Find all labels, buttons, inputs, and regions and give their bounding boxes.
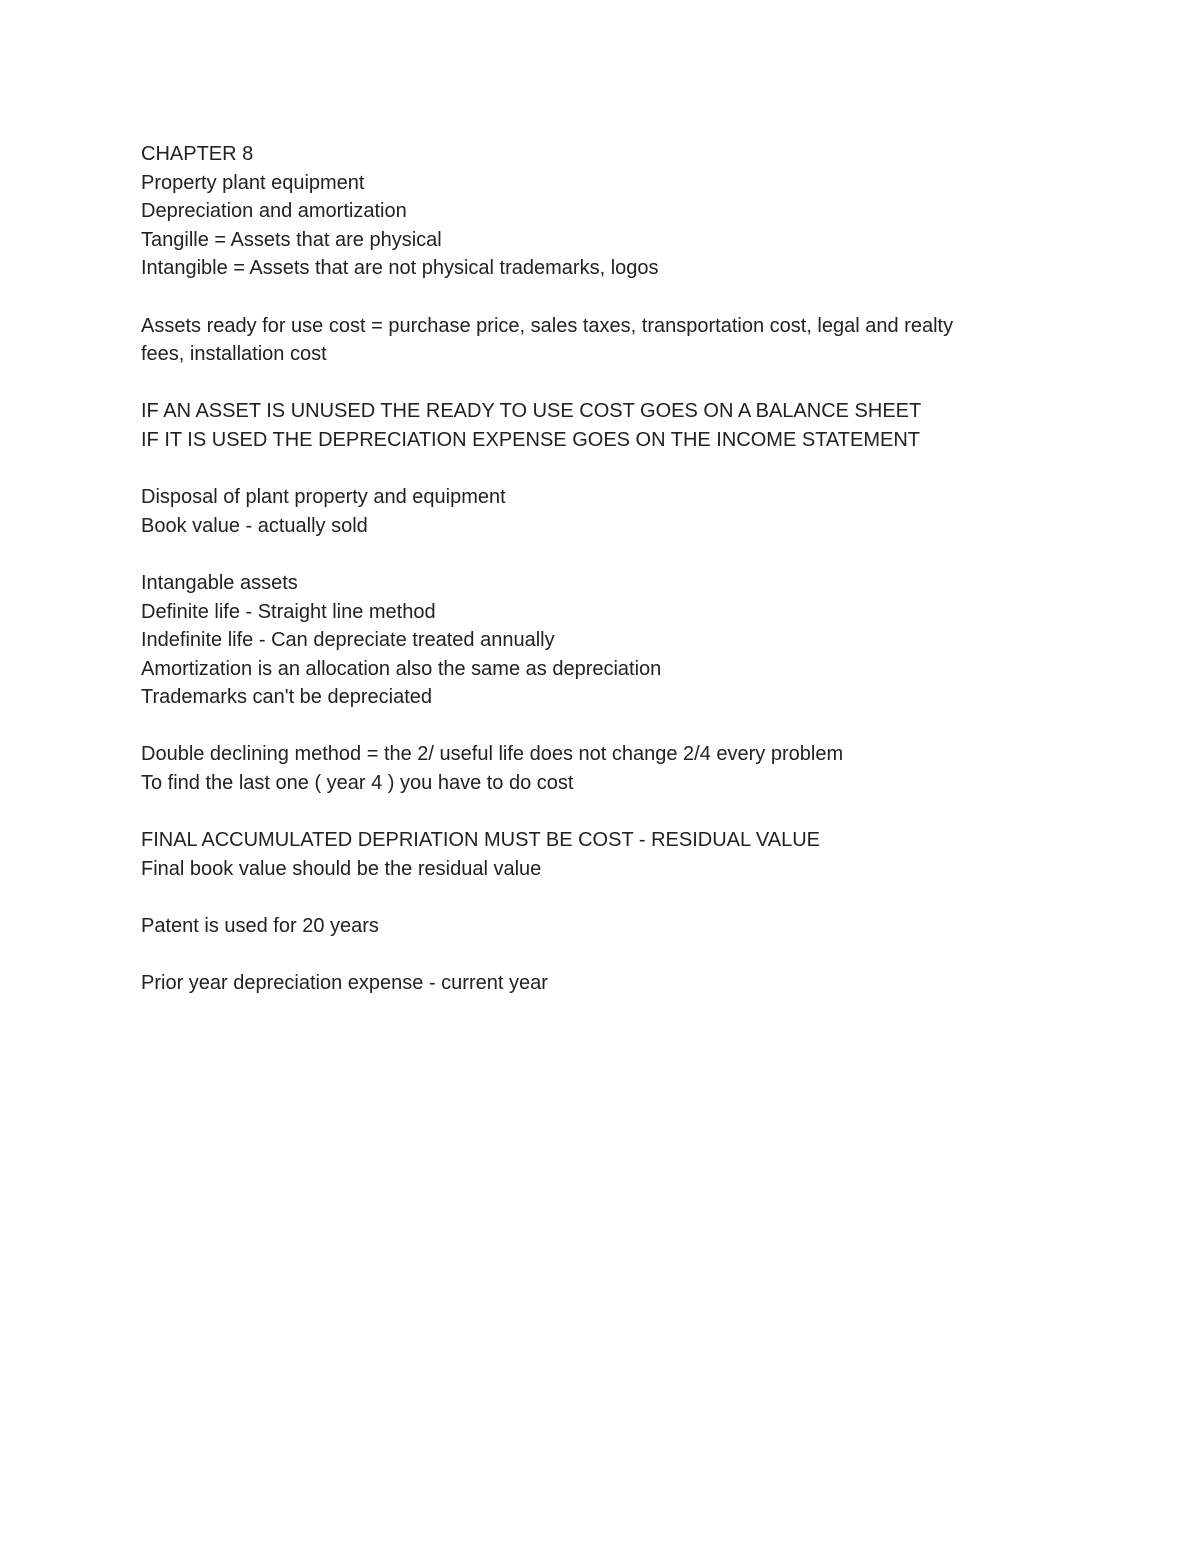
section-ready-for-use-cost [141,312,1041,369]
section-prior-year [141,969,1041,998]
text-line: fees, installation cost [141,343,327,366]
text-line: Tangille = Assets that are physical [141,228,442,251]
text-line: FINAL ACCUMULATED DEPRIATION MUST BE COST - RESIDUAL VALUE [141,829,821,852]
section-chapter-heading [141,140,1041,283]
text-line: Indefinite life - Can depreciate treated annually [141,629,555,652]
section-final-accumulated [141,826,1041,883]
text-line: To find the last one ( year 4 ) you have to do cost [141,772,574,795]
text-line: Double declining method = the 2/ useful life does not change 2/4 every problem [141,743,844,766]
text-line: Final book value should be the residual value [141,857,542,880]
text-line: Definite life - Straight line method [141,600,436,623]
text-line: Book value - actually sold [141,514,368,537]
section-patent [141,912,1041,941]
text-line: Trademarks can't be depreciated [141,686,433,709]
text-line: IF AN ASSET IS UNUSED THE READY TO USE COST GOES ON A BALANCE SHEET [141,400,922,423]
text-line: Disposal of plant property and equipment [141,486,506,509]
document-body [141,140,1041,998]
section-disposal [141,483,1041,540]
chapter-title: CHAPTER 8 [141,143,254,165]
text-line: IF IT IS USED THE DEPRECIATION EXPENSE GOES ON THE INCOME STATEMENT [141,428,921,451]
section-balance-income [141,397,1041,454]
section-double-declining [141,740,1041,797]
text-line: Assets ready for use cost = purchase price, sales taxes, transportation cost, legal and realty [141,314,954,337]
text-line: Amortization is an allocation also the same as depreciation [141,657,662,680]
text-line: Intangable assets [141,571,298,594]
text-line: Property plant equipment [141,171,365,194]
text-line: Patent is used for 20 years [141,915,379,938]
section-intangible-assets [141,569,1041,712]
text-line: Intangible = Assets that are not physical trademarks, logos [141,257,659,280]
text-line: Prior year depreciation expense - current year [141,972,548,995]
text-line: Depreciation and amortization [141,200,407,223]
